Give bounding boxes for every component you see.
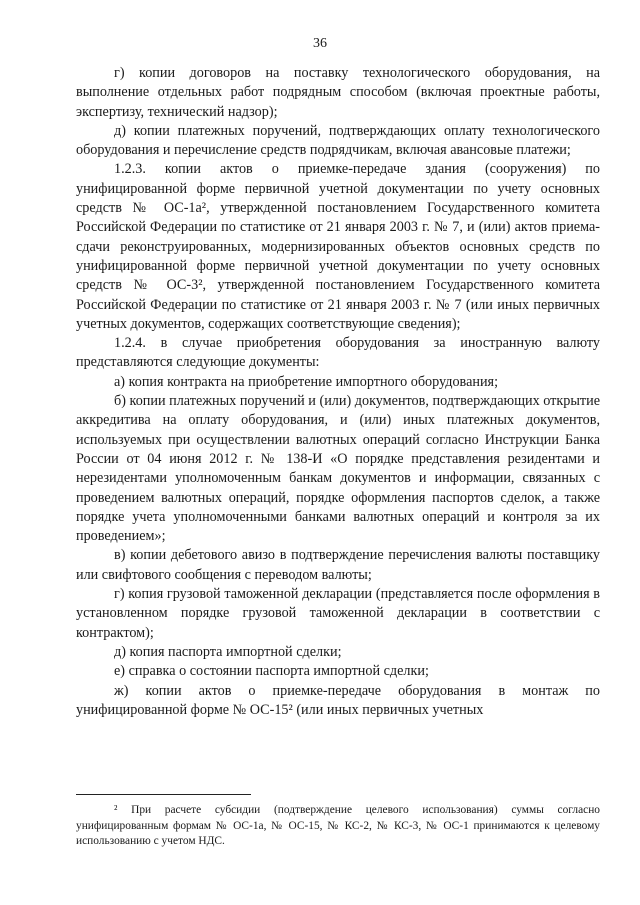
paragraph: в) копии дебетового авизо в подтверждение перечисления валюты поставщику или свифтового сообщения с переводом валюты; [76, 547, 600, 583]
paragraph: г) копия грузовой таможенной декларации (представляется после оформления в установленном порядке грузовой таможенной декларации в соответствии с контрактом); [76, 586, 600, 641]
paragraph: г) копии договоров на поставку технологического оборудования, на выполнение отдельных работ подрядным способом (включая проектные работы, экспертизу, технический надзор); [76, 65, 600, 120]
paragraph: е) справка о состоянии паспорта импортной сделки; [114, 663, 429, 680]
paragraph: 1.2.3. копии актов о приемке-передаче здания (сооружения) по унифицированной форме первичной учетной документации по учету основных средств № ОС-1а², утвержденной постановлением Государственного комитета Российской Федерации по статистике от 21 января 2003 г. № 7, и (или) актов приема-сдачи реконструированных, модернизированных объектов основных средств по унифицированной форме первичной учетной документации по учету основных средств № ОС-3², утвержденной постановлением Государственного комитета Российской Федерации по статистике от 21 января 2003 г. № 7 (или иных первичных учетных документов, содержащих соответствующие сведения); [76, 161, 600, 332]
page-number: 36 [313, 36, 327, 51]
paragraph: ж) копии актов о приемке-передаче оборудования в монтаж по унифицированной форме № ОС-15² (или иных первичных учетных [76, 682, 600, 718]
document-body [76, 64, 600, 720]
paragraph: 1.2.4. в случае приобретения оборудования за иностранную валюту представляются следующие документы: [76, 335, 600, 371]
paragraph: а) копия контракта на приобретение импортного оборудования; [114, 373, 499, 390]
paragraph: д) копия паспорта импортной сделки; [114, 643, 342, 660]
paragraph: б) копии платежных поручений и (или) документов, подтверждающих открытие аккредитива на оплату оборудования, и (или) иных платежных документов, используемых при осуществлении валютных операций согласно Инструкции Банка России от 04 июня 2012 г. № 138-И «О порядке представления резидентами и нерезидентами уполномоченным банкам документов и информации, связанных с проведением валютных операций, порядке оформления паспортов сделок, а также порядке учета уполномоченными банками валютных операций и контроля за их проведением»; [76, 393, 600, 545]
footnote-separator [76, 794, 251, 795]
paragraph: д) копии платежных поручений, подтверждающих оплату технологического оборудования и перечисление средств подрядчикам, включая авансовые платежи; [76, 122, 600, 159]
footnote: ² При расчете субсидии (подтверждение целевого использования) суммы согласно унифицированным формам № ОС-1а, № ОС-15, № КС-2, № КС-3, № ОС-1 принимаются к целевому использованию с учетом НДС. [76, 804, 600, 847]
